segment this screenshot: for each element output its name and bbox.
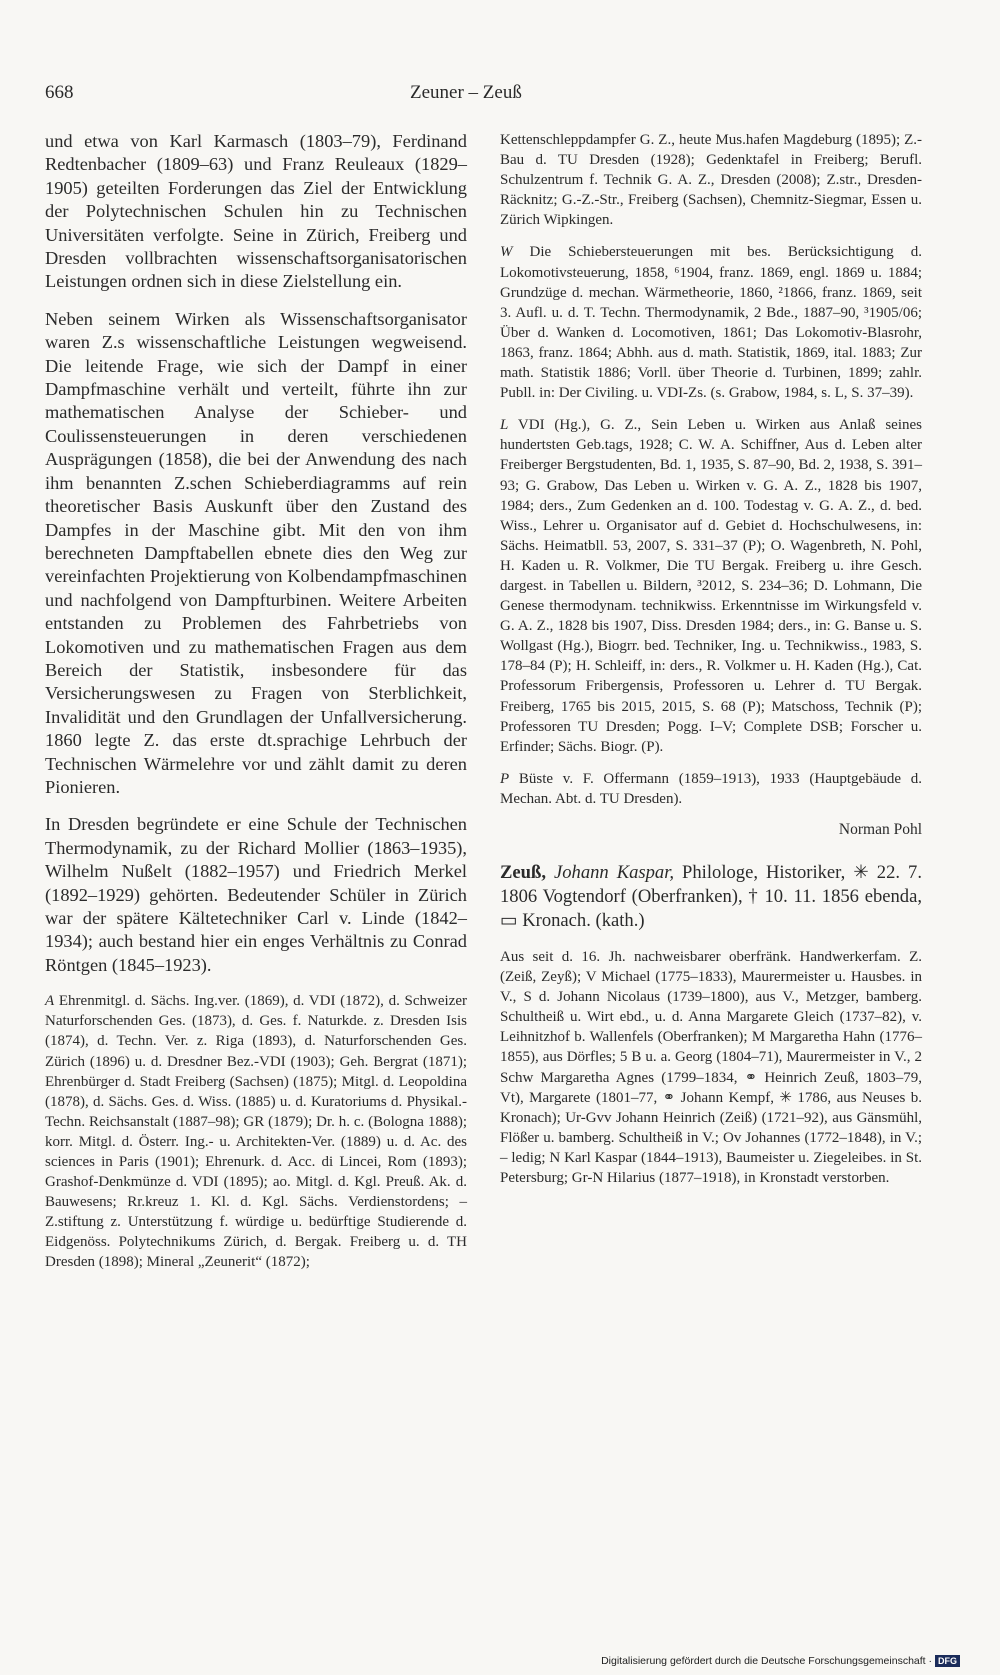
works-text: Die Schiebersteuerungen mit bes. Berücksichtigung d. Lokomotivsteuerung, 1858, ⁶1904, franz. 1869, engl. 1869 u. 1884; Grundzüge d. mechan. Wärmetheorie, 1860, ²1866, franz. 1869, seit 3. Aufl. u. d. T. Techn. Thermodynamik, 2 Bde., 1887–90, ³1905/06; Über d. Wanken d. Locomotiven, 1861; Das Lokomotiv-Blasrohr, 1863, franz. 1864; Abhh. aus d. math. Statistik, 1869, ital. 1883; Zur math. Statistik 1886; Vorll. über Theorie d. Turbinen, 1899; zahlr. Publl. in: Der Civiling. u. VDI-Zs. (s. Grabow, 1984, s. L, S. 37–39). xyxy=(500,244,923,402)
body-paragraph: Neben seinem Wirken als Wissenschaftsorganisator waren Z.s wissenschaftliche Leistungen wegweisend. Die leitende Frage, wie sich der Dampf in einer Dampfmaschine verhält und verteilt, führte ihn zur mathematischen Analyse der Schieber- und Coulissensteuerungen in deren verschiedenen Ausprägungen (1858), die bei der Anwendung des nach ihm benannten Z.schen Schieberdiagramms auf rein theoretischer Basis Auskunft über den Zustand des Dampfes in der Maschine gibt. Mit den von ihm berechneten Dampftabellen ebnete dies den Weg zur vereinfachten Projektierung von Kolbendampfmaschinen und nachfolgend von Dampfturbinen. Weitere Arbeiten entstanden zu Problemen des Fahrbetriebs von Lokomotiven und zu mathematischen Fragen aus dem Bereich der Statistik, insbesondere für das Versicherungswesen zu Fragen von Sterblichkeit, Invalidität und den Grundlagen der Unfallversicherung. 1860 legte Z. das erste dt.sprachige Lehrbuch der Technischen Wärmelehre vor und zählt damit zu deren Pionieren. xyxy=(45,308,467,797)
awards-section xyxy=(45,991,467,1272)
entry-description: Philologe, Historiker, ✳ 22. 7. 1806 Vogtendorf (Oberfranken), † 10. 11. 1856 ebenda, ▭ Kronach. (kath.) xyxy=(500,862,922,931)
section-label: W xyxy=(500,244,513,261)
footer-credit xyxy=(601,1655,960,1667)
entry-name: Zeuß, xyxy=(500,862,546,883)
section-label: A xyxy=(45,993,55,1010)
footer-text: Digitalisierung gefördert durch die Deutsche Forschungsgemeinschaft · xyxy=(601,1655,932,1667)
entry-heading xyxy=(500,861,922,933)
dfg-logo: DFG xyxy=(935,1655,960,1667)
page-number: 668 xyxy=(45,82,74,103)
portrait-text: Büste v. F. Offermann (1859–1913), 1933 (Hauptgebäude d. Mechan. Abt. d. TU Dresden). xyxy=(500,770,922,807)
right-column xyxy=(500,130,922,1200)
literature-text: VDI (Hg.), G. Z., Sein Leben u. Wirken aus Anlaß seines hundertsten Geb.tags, 1928; C. W. A. Schiffner, Aus d. Leben alter Freiberger Bergstudenten, Bd. 1, 1935, S. 87–90, Bd. 2, 1938, S. 391–93; G. Grabow, Das Leben u. Wirken v. G. A. Z., 1828 bis 1907, 1984; ders., Zum Gedenken an d. 100. Todestag v. G. A. Z., d. bed. Wiss., Lehrer u. Organisator auf d. Gebiet d. Hochschulwesens, in: Sächs. Heimatbll. 53, 2007, S. 331–37 (P); O. Wagenbreth, N. Pohl, H. Kaden u. R. Volkmer, Die TU Bergak. Freiberg u. ihre Gesch. dargest. in Tabellen u. Bildern, ³2012, S. 234–36; D. Lohmann, Die Genese thermodynam. technikwiss. Erkenntnisse im Wirkungsfeld v. G. A. Z., 1828 bis 1907, Diss. Dresden 1984; ders., in: G. Banse u. S. Wollgast (Hg.), Biogrr. bed. Techniker, Ing. u. Technikwiss., 1983, S. 178–84 (P); H. Schleiff, in: ders., R. Volkmer u. H. Kaden (Hg.), Cat. Professorum Fribergensis, Professoren u. Lehrer d. TU Bergak. Freiberg, 1765 bis 2015, 2015, S. 68 (P); Matschoss, Technik (P); Professoren TU Dresden; Pogg. I–V; Complete DSB; Forscher u. Erfinder; Sächs. Biogr. (P). xyxy=(500,417,923,755)
left-column xyxy=(45,130,467,1285)
running-head: Zeuner – Zeuß xyxy=(410,82,522,103)
author-signature: Norman Pohl xyxy=(838,821,922,838)
body-paragraph: und etwa von Karl Karmasch (1803–79), Ferdinand Redtenbacher (1809–63) und Franz Reuleaux (1829–1905) geteilten Forderungen das Ziel der Entwicklung der Polytechnischen Schulen hin zu Technischen Universitäten verfolgte. Seine in Zürich, Freiberg und Dresden vollbrachten wissenschaftsorganisatorischen Leistungen ordnen sich in diese Zielstellung ein. xyxy=(45,131,467,292)
awards-continued: Kettenschleppdampfer G. Z., heute Mus.hafen Magdeburg (1895); Z.-Bau d. TU Dresden (1928); Gedenktafel in Freiberg; Berufl. Schulzentrum f. Technik G. A. Z., Dresden (2008); Z.str., Dresden-Räcknitz; G.-Z.-Str., Freiberg (Sachsen), Chemnitz-Siegmar, Essen u. Zürich Wipkingen. xyxy=(500,132,922,229)
body-paragraph: In Dresden begründete er eine Schule der Technischen Thermodynamik, zu der Richard Mollier (1863–1935), Wilhelm Nußelt (1882–1957) und Friedrich Merkel (1892–1929) gehörten. Bedeutender Schüler in Zürich war der spätere Kältetechniker Carl v. Linde (1842–1934); auch bestand hier ein enges Verhältnis zu Conrad Röntgen (1845–1923). xyxy=(45,814,467,975)
literature-section xyxy=(500,415,922,757)
entry-given-names: Johann Kaspar, xyxy=(553,862,675,883)
section-label: P xyxy=(500,770,510,787)
section-label: L xyxy=(500,417,509,434)
genealogy-paragraph: Aus seit d. 16. Jh. nachweisbarer oberfränk. Handwerkerfam. Z. (Zeiß, Zeyß); V Michael (1775–1833), Maurermeister u. Hausbes. in V., S d. Johann Nicolaus (1739–1800), aus V., Metzger, bamberg. Schultheiß u. Wirt ebd., u. d. Anna Margarete Gleich (1737–82), v. Leihnitzhof b. Wallenfels (Oberfranken); M Margaretha Hahn (1776–1855), aus Dörfles; 5 B u. a. Georg (1804–71), Maurermeister in V., 2 Schw Margaretha Agnes (1799–1834, ⚭ Heinrich Zeuß, 1803–79, Vt), Margarete (1801–77, ⚭ Johann Kempf, ✳ 1786, aus Neuses b. Kronach); Ur-Gvv Johann Heinrich (Zeiß) (1721–92), aus Gänsmühl, Flößer u. bamberg. Schultheiß in V.; Ov Johannes (1772–1848), in V.; – ledig; N Karl Kaspar (1844–1913), Baumeister u. Ziegeleibes. in St. Petersburg; Gr-N Hilarius (1877–1918), in Kronstadt verstorben. xyxy=(500,949,922,1187)
works-section xyxy=(500,242,922,403)
portrait-section xyxy=(500,769,922,809)
awards-text: Ehrenmitgl. d. Sächs. Ing.ver. (1869), d. VDI (1872), d. Schweizer Naturforschenden Ges. (1873), d. Ges. f. Naturkde. z. Dresden Isis (1874), d. Techn. Ver. z. Riga (1893), d. Naturforschenden Ges. Zürich (1896) u. d. Dresdner Bez.-VDI (1903); Geh. Bergrat (1871); Ehrenbürger d. Stadt Freiberg (Sachsen) (1875); Mitgl. d. Leopoldina (1878), d. Sächs. Ges. d. Wiss. (1885) u. d. Kuratoriums d. Physikal.-Techn. Reichsanstalt (1887–98); GR (1879); Dr. h. c. (Bologna 1888); korr. Mitgl. d. Österr. Ing.- u. Architekten-Ver. (1889) u. d. Ac. des sciences in Paris (1901); Ehrenurk. d. Acc. di Lincei, Rom (1893); Grashof-Denkmünze d. VDI (1895); ao. Mitgl. d. Kgl. Preuß. Ak. d. Bauwesens; Rr.kreuz 1. Kl. d. Kgl. Sächs. Verdienstordens; – Z.stiftung z. Unterstützung f. würdige u. bedürftige Studierende d. Eidgenöss. Polytechnikums Zürich, d. Bergak. Freiberg u. d. TH Dresden (1898); Mineral „Zeunerit“ (1872); xyxy=(45,993,468,1271)
